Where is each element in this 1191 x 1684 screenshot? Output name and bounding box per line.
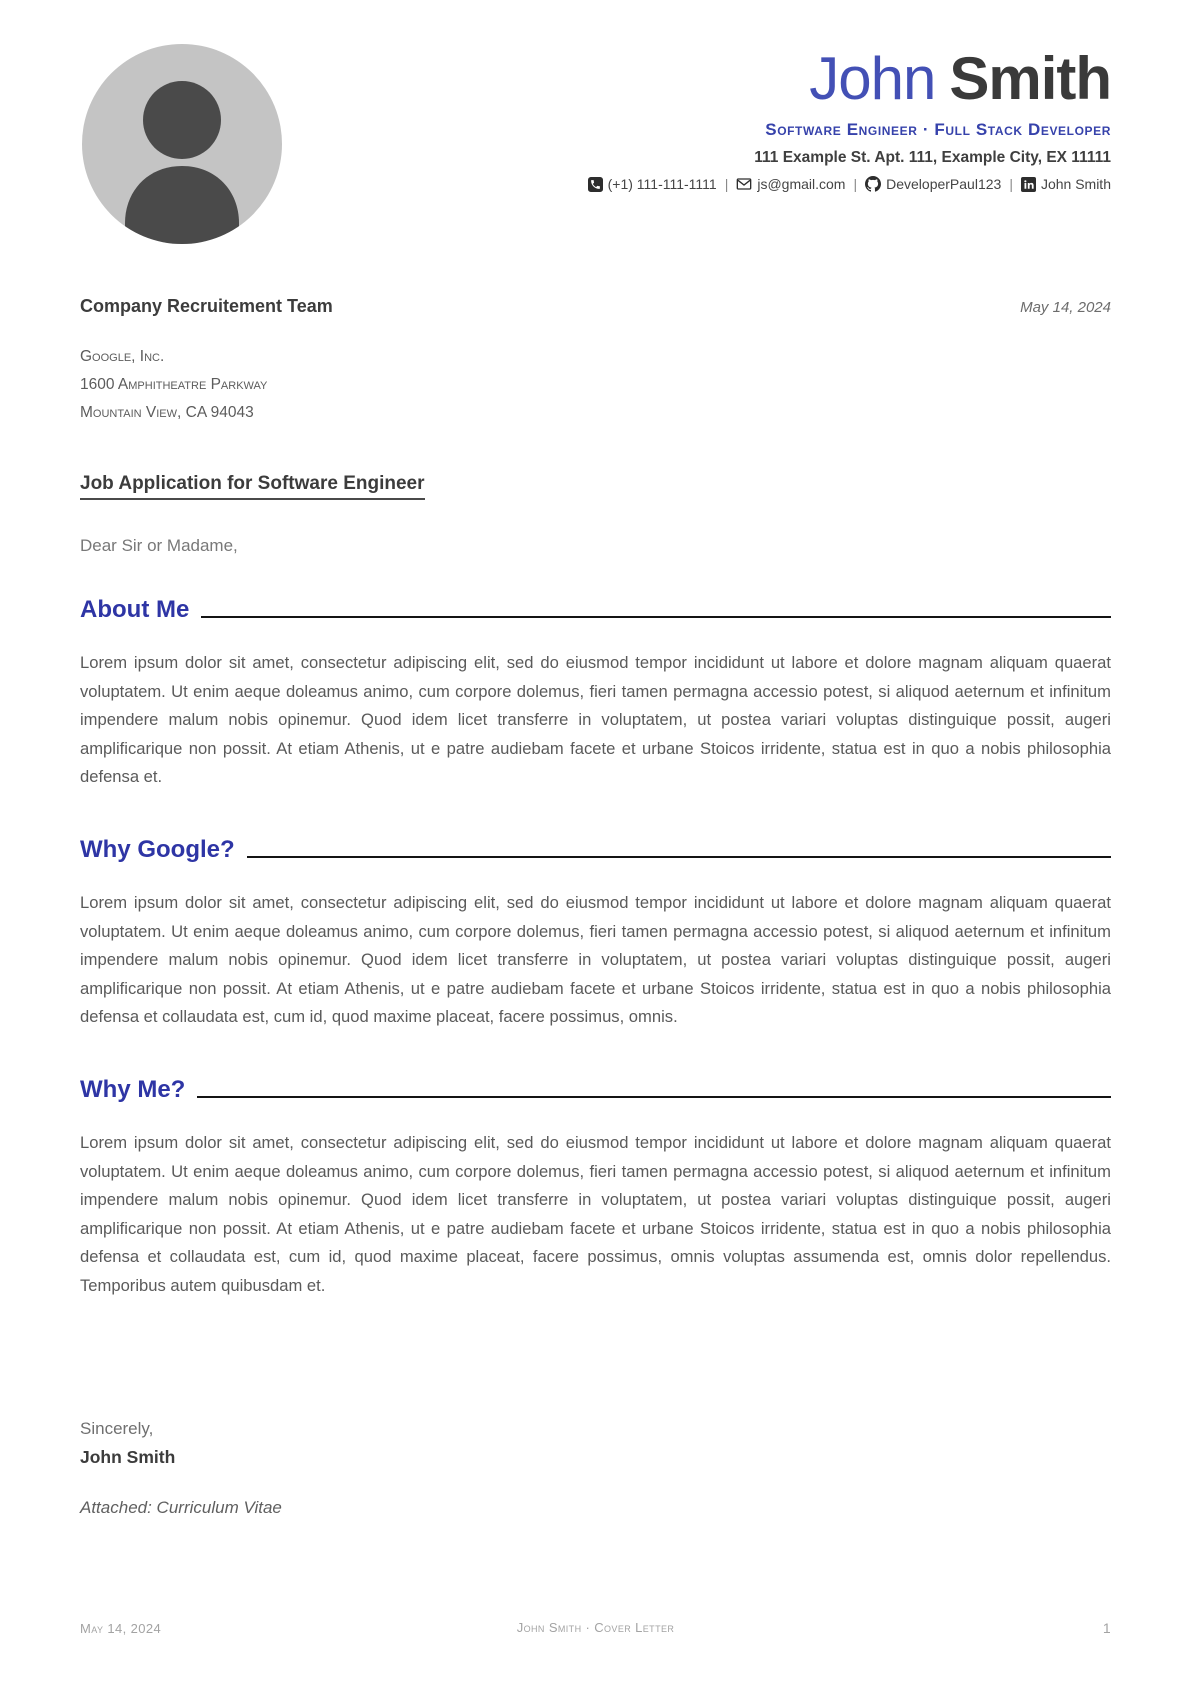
footer-date: May 14, 2024: [80, 1621, 162, 1636]
person-placeholder-icon: [82, 44, 282, 244]
phone-number: (+1) 111-111-1111: [607, 176, 717, 192]
header: [80, 44, 1111, 244]
contact-separator: |: [724, 176, 729, 192]
valediction: Sincerely,: [80, 1418, 154, 1438]
email-address: js@gmail.com: [757, 176, 846, 192]
footer-title: John Smith · Cover Letter: [516, 1620, 675, 1635]
github-username: DeveloperPaul123: [886, 176, 1002, 192]
heading-rule: [247, 856, 1111, 858]
signature-name: John Smith: [80, 1446, 176, 1467]
section-about-me: [80, 596, 1111, 792]
github-link[interactable]: [865, 176, 1001, 192]
linkedin-name: John Smith: [1040, 176, 1111, 192]
page-title: [588, 46, 1111, 112]
linkedin-link[interactable]: [1021, 176, 1111, 192]
section-paragraph: Lorem ipsum dolor sit amet, consectetur adipiscing elit, sed do eiusmod tempor incididunt ut labore et dolore magnam aliquam quaerat voluptatem. Ut enim aeque doleamus animo, cum corpore dolemus, fieri tamen permagna accessio potest, si aliquod aeternum et infinitum impendere malum nobis opinemur. Quod idem licet transferre in voluptatem, ut postea variari voluptas distinguique possit, augeri amplificarique non possit. At etiam Athenis, ut e patre audiebam facete et urbane Stoicos irridente, statua est in quo a nobis philosophia defensa et collaudata est, cum id, quod maxime placeat, facere possimus, omnis.: [80, 892, 1111, 1027]
letter-date: May 14, 2024: [1020, 299, 1111, 316]
section-heading: [80, 596, 1111, 624]
last-name: Smith: [949, 45, 1111, 112]
contact-separator: |: [1009, 176, 1013, 192]
closing-block: [80, 1419, 1111, 1518]
job-tagline: Software Engineer · Full Stack Developer: [765, 120, 1111, 139]
page-footer: [80, 1620, 1111, 1636]
company-city: Mountain View, CA 94043: [80, 404, 254, 421]
applicant-address: 111 Example St. Apt. 111, Example City, EX 11111: [754, 149, 1111, 166]
section-title: Why Google?: [80, 835, 235, 863]
heading-rule: [201, 616, 1111, 618]
envelope-icon: [736, 176, 752, 192]
section-title: Why Me?: [80, 1075, 186, 1103]
phone-icon: [588, 177, 603, 192]
company-street: 1600 Amphitheatre Parkway: [80, 376, 268, 393]
section-heading: [80, 836, 1111, 864]
footer-page-number: 1: [1102, 1620, 1111, 1636]
recipient-row: [80, 296, 1111, 317]
github-icon: [865, 176, 881, 192]
heading-rule: [197, 1096, 1111, 1098]
phone-contact[interactable]: [588, 176, 717, 192]
contact-separator: |: [853, 176, 858, 192]
contact-bar: [588, 176, 1111, 192]
avatar: [82, 44, 282, 244]
subject-text: Job Application for Software Engineer: [80, 473, 425, 500]
section-why-me: [80, 1076, 1111, 1301]
section-title: About Me: [80, 596, 190, 623]
first-name: John: [809, 45, 936, 112]
salutation: Dear Sir or Madame,: [80, 536, 238, 555]
section-why-google: [80, 836, 1111, 1032]
section-paragraph: Lorem ipsum dolor sit amet, consectetur adipiscing elit, sed do eiusmod tempor incididunt ut labore et dolore magnam aliquam quaerat voluptatem. Ut enim aeque doleamus animo, cum corpore dolemus, fieri tamen permagna accessio potest, si aliquod aeternum et infinitum impendere malum nobis opinemur. Quod idem licet transferre in voluptatem, ut postea variari voluptas distinguique possit, augeri amplificarique non possit. At etiam Athenis, ut e patre audiebam facete et urbane Stoicos irridente, statua est in quo a nobis philosophia defensa et collaudata est, cum id, quod maxime placeat, facere possimus, omnis voluptas assumenda est, omnis dolor repellendus. Temporibus autem quibusdam et.: [80, 1132, 1111, 1295]
attachment-note: Attached: Curriculum Vitae: [80, 1497, 282, 1517]
recipient-address-block: [80, 343, 1111, 427]
recipient-team: Company Recruitement Team: [80, 296, 333, 316]
section-paragraph: Lorem ipsum dolor sit amet, consectetur adipiscing elit, sed do eiusmod tempor incididunt ut labore et dolore magnam aliquam quaerat voluptatem. Ut enim aeque doleamus animo, cum corpore dolemus, fieri tamen permagna accessio potest, si aliquod aeternum et infinitum impendere malum nobis opinemur. Quod idem licet transferre in voluptatem, ut postea variari voluptas distinguique possit, augeri amplificarique non possit. At etiam Athenis, ut e patre audiebam facete et urbane Stoicos irridente, statua est in quo a nobis philosophia defensa et.: [80, 653, 1111, 787]
header-identity: [588, 44, 1111, 192]
subject-line: [80, 473, 1111, 500]
company-name: Google, Inc.: [80, 348, 165, 365]
section-heading: [80, 1076, 1111, 1104]
email-link[interactable]: [736, 176, 845, 192]
linkedin-icon: [1021, 177, 1036, 192]
